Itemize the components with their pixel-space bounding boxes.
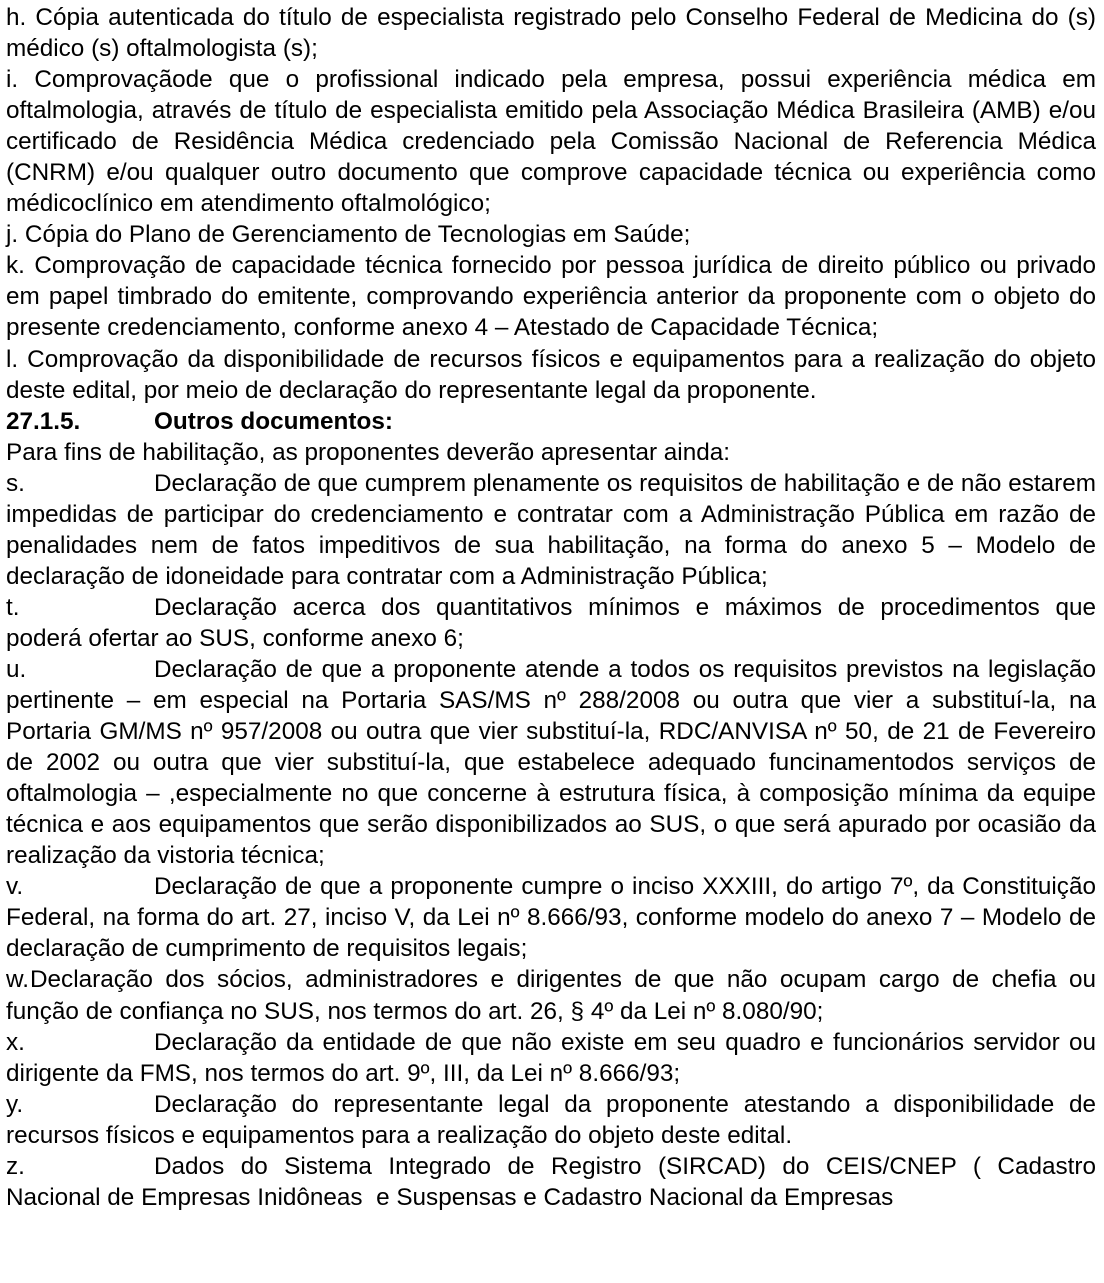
item-z xyxy=(6,1151,1103,1213)
item-l: l. Comprovação da disponibilidade de recursos físicos e equipamentos para a realização do objeto deste edital, por meio de declaração do representante legal da proponente. xyxy=(6,345,1096,404)
item-label: u. xyxy=(6,655,27,683)
item-u xyxy=(6,654,1096,871)
item-text: Declaração de que cumprem plenamente os requisitos de habilitação e de não estarem impedidas de participar do credenciamento e contratar com a Administração Pública em razão de penalidades nem de fatos impeditivos de sua habilitação, na forma do anexo 5 – Modelo de declaração de idoneidade para contratar com a Administração Pública; xyxy=(6,469,1096,590)
item-y xyxy=(6,1089,1096,1151)
item-text: Dados do Sistema Integrado de Registro (SIRCAD) do CEIS/CNEP ( Cadastro Nacional de Empresas Inidôneas e Suspensas e Cadastro Nacional da Empresas xyxy=(6,1152,1103,1211)
item-label: x. xyxy=(6,1028,25,1056)
item-s xyxy=(6,468,1096,592)
item-w xyxy=(6,964,1096,1026)
item-x xyxy=(6,1027,1096,1089)
section-number: 27.1.5. xyxy=(6,407,81,435)
item-label: y. xyxy=(6,1090,24,1118)
item-j: j. Cópia do Plano de Gerenciamento de Tecnologias em Saúde; xyxy=(6,221,691,249)
item-label: v. xyxy=(6,873,24,901)
item-label: s. xyxy=(6,469,25,497)
item-text: Declaração do representante legal da proponente atestando a disponibilidade de recursos físicos e equipamentos para a realização do objeto deste edital. xyxy=(6,1090,1096,1149)
item-text: Declaração de que a proponente cumpre o inciso XXXIII, do artigo 7º, da Constituição Federal, na forma do art. 27, inciso V, da Lei nº 8.666/93, conforme modelo do anexo 7 – Modelo de declaração de cumprimento de requisitos legais; xyxy=(6,873,1096,963)
item-text: Declaração da entidade de que não existe em seu quadro e funcionários servidor ou dirigente da FMS, nos termos do art. 9º, III, da Lei nº 8.666/93; xyxy=(6,1028,1096,1087)
section-heading xyxy=(6,406,1096,437)
item-h: h. Cópia autenticada do título de especialista registrado pelo Conselho Federal de Medicina do (s) médico (s) oftalmologista (s); xyxy=(6,4,1096,63)
item-text: Declaração de que a proponente atende a todos os requisitos previstos na legislação pertinente – em especial na Portaria SAS/MS nº 288/2008 ou outra que vier a substituí-la, na Portaria GM/MS nº 957/2008 ou outra que vier substituí-la, RDC/ANVISA nº 50, de 21 de Fevereiro de 2002 ou outra que vier substituí-la, que estabelece adequado funcinamentodos serviços de oftalmologia – ,especialmente no que concerne à estrutura física, à composição mínima da equipe técnica e aos equipamentos que serão disponibilizados ao SUS, o que será apurado por ocasião da realização da vistoria técnica; xyxy=(6,655,1096,870)
item-k: k. Comprovação de capacidade técnica fornecido por pessoa jurídica de direito público ou privado em papel timbrado do emitente, comprovando experiência anterior da proponente com o objeto do presente credenciamento, conforme anexo 4 – Atestado de Capacidade Técnica; xyxy=(6,252,1096,342)
item-label: t. xyxy=(6,593,20,621)
item-t xyxy=(6,592,1096,654)
document-page xyxy=(6,2,1103,1213)
item-i: i. Comprovaçãode que o profissional indicado pela empresa, possui experiência médica em oftalmologia, através de título de especialista emitido pela Associação Médica Brasileira (AMB) e/ou certificado de Residência Médica credenciado pela Comissão Nacional de Referencia Médica (CNRM) e/ou qualquer outro documento que comprove capacidade técnica ou experiência como médicoclínico em atendimento oftalmológico; xyxy=(6,66,1096,218)
item-text: Declaração dos sócios, administradores e dirigentes de que não ocupam cargo de chefia ou função de confiança no SUS, nos termos do art. 26, § 4º da Lei nº 8.080/90; xyxy=(6,966,1096,1025)
item-label: z. xyxy=(6,1152,25,1180)
item-text: Declaração acerca dos quantitativos mínimos e máximos de procedimentos que poderá ofertar ao SUS, conforme anexo 6; xyxy=(6,593,1096,652)
section-title: Outros documentos: xyxy=(154,407,393,435)
section-intro: Para fins de habilitação, as proponentes deverão apresentar ainda: xyxy=(6,438,730,466)
item-label: w. xyxy=(6,966,29,994)
item-v xyxy=(6,871,1096,964)
